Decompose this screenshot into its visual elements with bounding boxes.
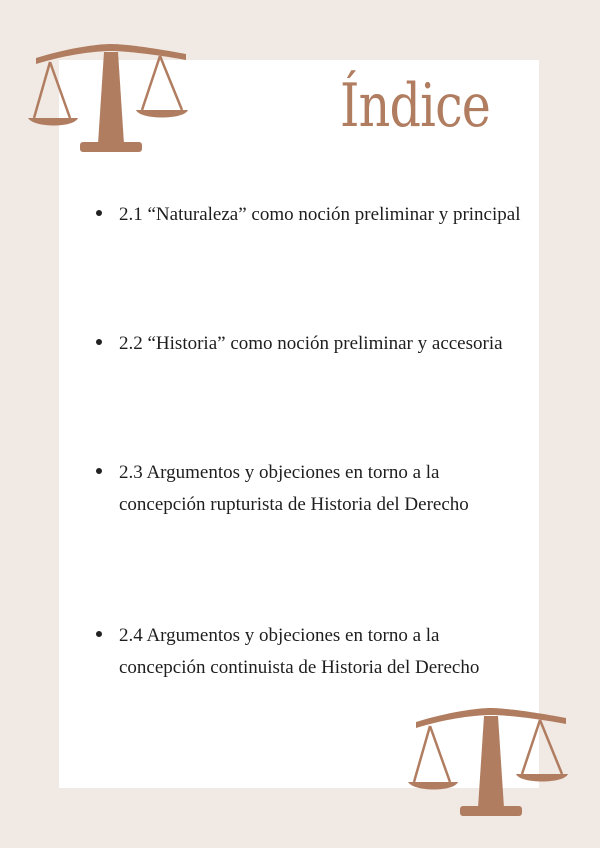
- balance-scale-icon: [408, 702, 574, 818]
- toc-item-text: 2.3 Argumentos y objeciones en torno a la concepción rupturista de Historia del Derecho: [119, 462, 469, 515]
- toc-item-text: 2.2 “Historia” como noción preliminar y accesoria: [119, 333, 503, 354]
- bullet-icon: [96, 210, 102, 216]
- bullet-icon: [96, 339, 102, 345]
- page-title: Índice: [340, 71, 491, 141]
- bullet-icon: [96, 631, 102, 637]
- balance-scale-icon: [28, 40, 194, 154]
- toc-item-text: 2.1 “Naturaleza” como noción preliminar y principal: [119, 204, 521, 225]
- toc-item-text: 2.4 Argumentos y objeciones en torno a la concepción continuista de Historia del Derecho: [119, 625, 480, 678]
- bullet-icon: [96, 468, 102, 474]
